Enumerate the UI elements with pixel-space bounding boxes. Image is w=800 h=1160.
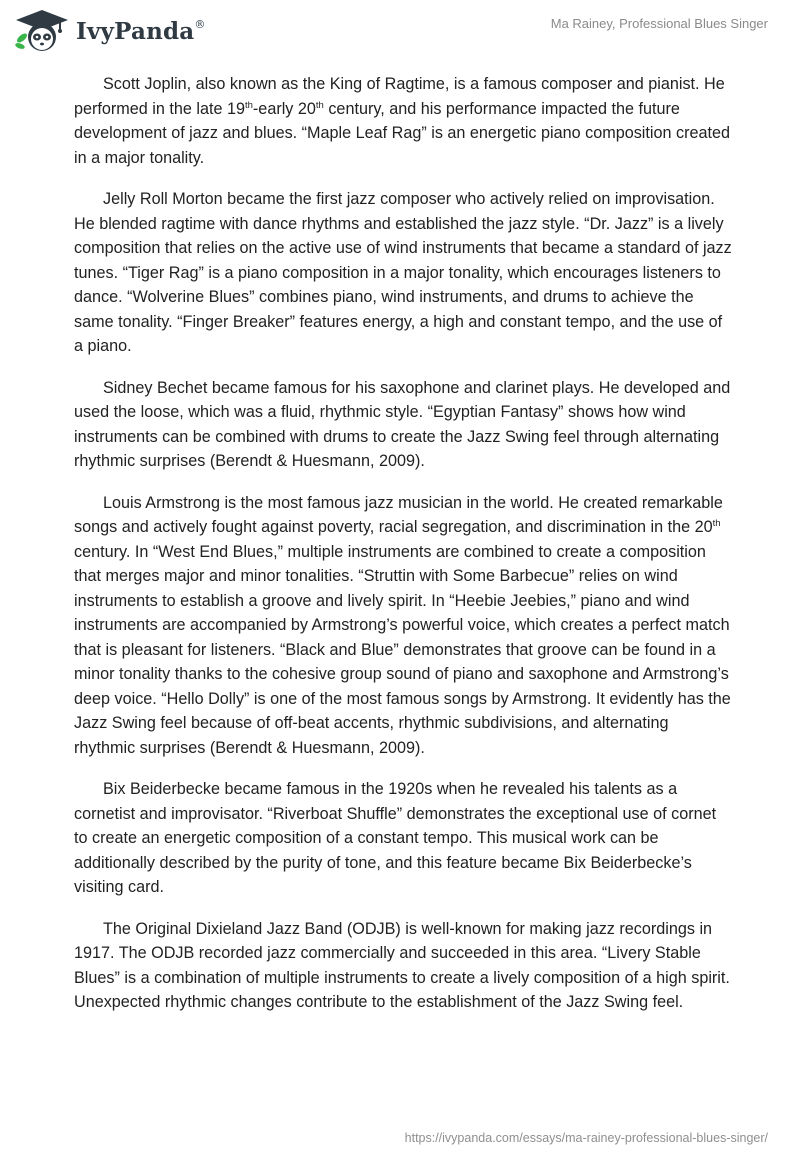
paragraph: The Original Dixieland Jazz Band (ODJB) is well-known for making jazz recordings in 1917. The ODJB recorded jazz commercially and succeeded in this area. “Livery Stable Blues” is a combination of multiple instruments to create a lively composition of a high spirit. Unexpected rhythmic changes contribute to the establishment of the Jazz Swing feel. bbox=[74, 919, 730, 1011]
source-url[interactable]: https://ivypanda.com/essays/ma-rainey-professional-blues-singer/ bbox=[404, 1131, 768, 1145]
ivypanda-logo[interactable] bbox=[14, 8, 206, 54]
paragraph: Sidney Bechet became famous for his saxophone and clarinet plays. He developed and used the loose, which was a fluid, rhythmic style. “Egyptian Fantasy” shows how wind instruments can be combined with drums to create the Jazz Swing feel through alternating rhythmic surprises (Berendt & Huesmann, 2009). bbox=[74, 378, 731, 470]
page-title: Ma Rainey, Professional Blues Singer bbox=[550, 16, 768, 31]
paragraph: Louis Armstrong is the most famous jazz musician in the world. He created remarkable songs and actively fought against poverty, racial segregation, and discrimination in the 20th century. In “West End Blues,” multiple instruments are combined to create a composition that merges major and minor tonalities. “Struttin with Some Barbecue” relies on wind instruments to establish a groove and lively spirit. In “Heebie Jeebies,” piano and wind instruments are accompanied by Armstrong’s powerful voice, which creates a perfect match that is pleasant for listeners. “Black and Blue” demonstrates that groove can be found in a minor tonality thanks to the cohesive group sound of piano and saxophone and Armstrong’s deep voice. “Hello Dolly” is one of the most famous songs by Armstrong. It evidently has the Jazz Swing feel because of off-beat accents, rhythmic subdivisions, and alternating rhythmic surprises (Berendt & Huesmann, 2009). bbox=[74, 493, 731, 757]
logo-wordmark: IvyPanda® bbox=[76, 17, 206, 45]
paragraph: Bix Beiderbecke became famous in the 1920s when he revealed his talents as a cornetist and improvisator. “Riverboat Shuffle” demonstrates the exceptional use of cornet to create an energetic composition of a constant tempo. This musical work can be additionally described by the purity of tone, and this feature became Bix Beiderbecke’s visiting card. bbox=[74, 780, 717, 896]
page-header bbox=[0, 0, 800, 60]
paragraph: Jelly Roll Morton became the first jazz composer who actively relied on improvisation. He blended ragtime with dance rhythms and established the jazz style. “Dr. Jazz” is a lively composition that relies on the active use of wind instruments that became a standard of jazz tunes. “Tiger Rag” is a piano composition in a major tonality, which encourages listeners to dance. “Wolverine Blues” combines piano, wind instruments, and drums to achieve the same tonality. “Finger Breaker” features energy, a high and constant tempo, and the use of a piano. bbox=[74, 190, 732, 355]
essay-body bbox=[74, 72, 734, 1032]
panda-logo-icon bbox=[14, 8, 70, 54]
paragraph: Scott Joplin, also known as the King of Ragtime, is a famous composer and pianist. He performed in the late 19th-early 20th century, and his performance impacted the future development of jazz and blues. “Maple Leaf Rag” is an energetic piano composition created in a major tonality. bbox=[74, 75, 730, 167]
